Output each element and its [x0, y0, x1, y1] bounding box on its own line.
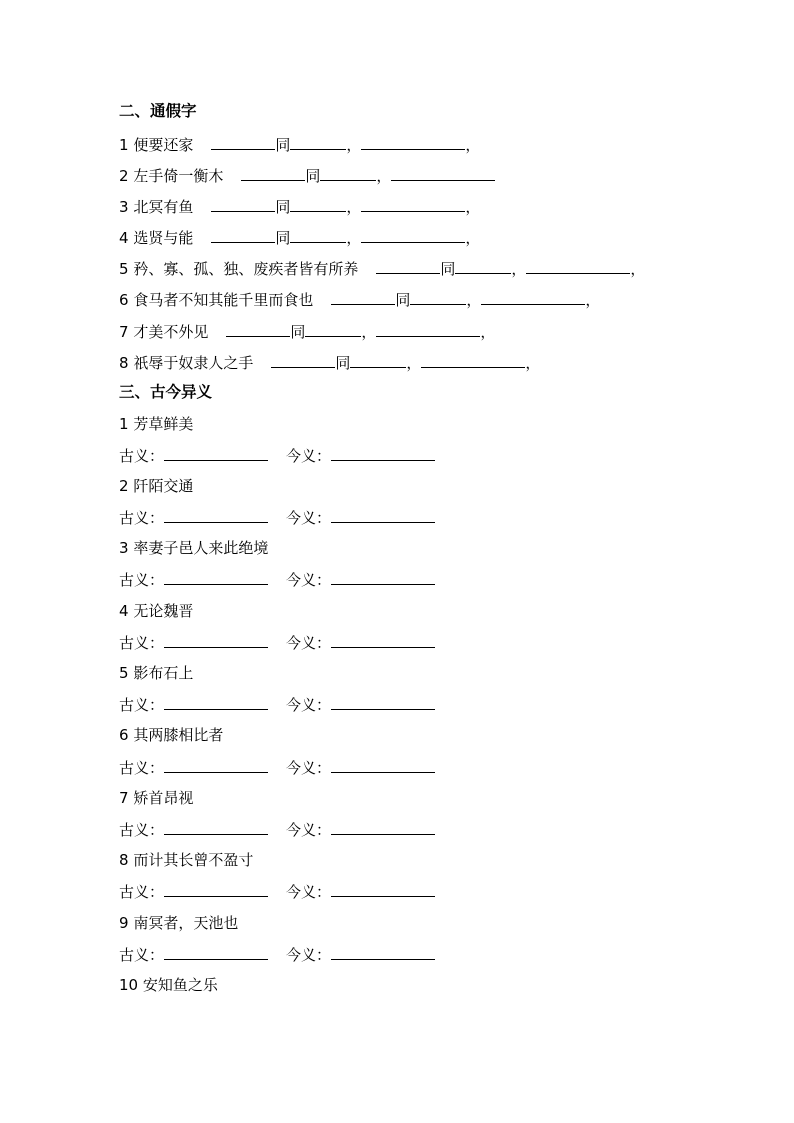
gujin-answer-row — [119, 880, 435, 902]
answer-blank-1[interactable] — [226, 320, 290, 337]
gujin-item — [119, 849, 253, 871]
item-end: ， — [525, 354, 541, 372]
item-end: ， — [465, 198, 481, 216]
answer-blank-3[interactable] — [481, 288, 585, 305]
comma: ， — [406, 354, 422, 372]
same-label: 同 — [395, 291, 411, 309]
answer-blank-1[interactable] — [211, 226, 275, 243]
gujin-item — [119, 787, 193, 809]
item-text: 食马者不知其能千里而食也 — [133, 291, 314, 309]
ancient-meaning-blank[interactable] — [164, 631, 268, 648]
modern-meaning-blank[interactable] — [331, 756, 435, 773]
ancient-meaning-label: 古义： — [119, 883, 165, 901]
comma: ， — [511, 260, 527, 278]
item-text: 影布石上 — [133, 664, 194, 682]
modern-meaning-label: 今义： — [286, 821, 332, 839]
gujin-item — [119, 662, 193, 684]
same-label: 同 — [440, 260, 456, 278]
gujin-answer-row — [119, 631, 435, 653]
modern-meaning-blank[interactable] — [331, 506, 435, 523]
comma: ， — [361, 323, 377, 341]
ancient-meaning-blank[interactable] — [164, 818, 268, 835]
answer-blank-3[interactable] — [361, 195, 465, 212]
ancient-meaning-blank[interactable] — [164, 444, 268, 461]
tongjia-item — [119, 288, 600, 310]
answer-blank-1[interactable] — [331, 288, 395, 305]
modern-meaning-label: 今义： — [286, 946, 332, 964]
gujin-answer-row — [119, 756, 435, 778]
tongjia-item — [119, 164, 495, 186]
tongjia-item — [119, 257, 645, 279]
ancient-meaning-label: 古义： — [119, 946, 165, 964]
ancient-meaning-label: 古义： — [119, 759, 165, 777]
item-number: 7 — [119, 323, 129, 341]
item-text: 安知鱼之乐 — [142, 976, 218, 994]
tongjia-item — [119, 320, 495, 342]
modern-meaning-label: 今义： — [286, 447, 332, 465]
answer-blank-3[interactable] — [526, 257, 630, 274]
modern-meaning-blank[interactable] — [331, 818, 435, 835]
comma: ， — [346, 136, 362, 154]
answer-blank-1[interactable] — [271, 351, 335, 368]
item-number: 8 — [119, 851, 129, 869]
answer-blank-2[interactable] — [290, 195, 346, 212]
answer-blank-1[interactable] — [211, 133, 275, 150]
modern-meaning-label: 今义： — [286, 634, 332, 652]
item-number: 2 — [119, 477, 129, 495]
gujin-answer-row — [119, 943, 435, 965]
tongjia-item — [119, 351, 540, 373]
ancient-meaning-label: 古义： — [119, 696, 165, 714]
item-text: 其两膝相比者 — [133, 726, 224, 744]
tongjia-item — [119, 226, 480, 248]
modern-meaning-blank[interactable] — [331, 943, 435, 960]
item-text: 矫首昂视 — [133, 789, 194, 807]
answer-blank-1[interactable] — [211, 195, 275, 212]
item-text: 北冥有鱼 — [133, 198, 194, 216]
item-number: 8 — [119, 354, 129, 372]
item-text: 率妻子邑人来此绝境 — [133, 539, 269, 557]
item-number: 10 — [119, 976, 139, 994]
same-label: 同 — [275, 136, 291, 154]
gujin-answer-row — [119, 568, 435, 590]
answer-blank-1[interactable] — [241, 164, 305, 181]
item-text: 左手倚一衡木 — [133, 167, 224, 185]
ancient-meaning-blank[interactable] — [164, 568, 268, 585]
item-end: ， — [465, 136, 481, 154]
gujin-answer-row — [119, 693, 435, 715]
ancient-meaning-label: 古义： — [119, 509, 165, 527]
section-heading-gujinyiyi: 三、古今异义 — [119, 383, 213, 401]
item-end: ， — [465, 229, 481, 247]
gujin-item — [119, 974, 218, 996]
item-text: 矜、寡、孤、独、废疾者皆有所养 — [133, 260, 359, 278]
answer-blank-3[interactable] — [391, 164, 495, 181]
gujin-item — [119, 413, 193, 435]
modern-meaning-blank[interactable] — [331, 444, 435, 461]
item-text: 选贤与能 — [133, 229, 194, 247]
item-number: 5 — [119, 664, 129, 682]
item-number: 2 — [119, 167, 129, 185]
item-end: ， — [585, 291, 601, 309]
item-text: 祇辱于奴隶人之手 — [133, 354, 254, 372]
item-text: 阡陌交通 — [133, 477, 194, 495]
answer-blank-2[interactable] — [305, 320, 361, 337]
modern-meaning-blank[interactable] — [331, 631, 435, 648]
gujin-item — [119, 912, 238, 934]
answer-blank-2[interactable] — [350, 351, 406, 368]
item-text: 才美不外见 — [133, 323, 209, 341]
ancient-meaning-label: 古义： — [119, 571, 165, 589]
ancient-meaning-label: 古义： — [119, 821, 165, 839]
ancient-meaning-label: 古义： — [119, 634, 165, 652]
ancient-meaning-blank[interactable] — [164, 506, 268, 523]
item-end: ， — [630, 260, 646, 278]
gujin-answer-row — [119, 444, 435, 466]
same-label: 同 — [335, 354, 351, 372]
same-label: 同 — [290, 323, 306, 341]
gujin-item — [119, 537, 268, 559]
item-number: 6 — [119, 726, 129, 744]
item-text: 而计其长曾不盈寸 — [133, 851, 254, 869]
modern-meaning-label: 今义： — [286, 883, 332, 901]
modern-meaning-blank[interactable] — [331, 693, 435, 710]
section-heading-tongjiazi: 二、通假字 — [119, 102, 197, 120]
modern-meaning-label: 今义： — [286, 571, 332, 589]
modern-meaning-blank[interactable] — [331, 880, 435, 897]
comma: ， — [466, 291, 482, 309]
answer-blank-2[interactable] — [410, 288, 466, 305]
answer-blank-2[interactable] — [290, 133, 346, 150]
item-text: 南冥者，天池也 — [133, 914, 239, 932]
ancient-meaning-blank[interactable] — [164, 880, 268, 897]
answer-blank-3[interactable] — [361, 133, 465, 150]
gujin-item — [119, 724, 223, 746]
item-number: 4 — [119, 602, 129, 620]
gujin-answer-row — [119, 818, 435, 840]
item-number: 1 — [119, 415, 129, 433]
gujin-answer-row — [119, 506, 435, 528]
modern-meaning-label: 今义： — [286, 509, 332, 527]
gujin-item — [119, 475, 193, 497]
comma: ， — [346, 198, 362, 216]
item-number: 7 — [119, 789, 129, 807]
ancient-meaning-blank[interactable] — [164, 693, 268, 710]
item-number: 9 — [119, 914, 129, 932]
item-text: 无论魏晋 — [133, 602, 194, 620]
answer-blank-2[interactable] — [455, 257, 511, 274]
item-text: 芳草鲜美 — [133, 415, 194, 433]
ancient-meaning-label: 古义： — [119, 447, 165, 465]
item-number: 5 — [119, 260, 129, 278]
answer-blank-3[interactable] — [421, 351, 525, 368]
modern-meaning-label: 今义： — [286, 759, 332, 777]
answer-blank-3[interactable] — [361, 226, 465, 243]
answer-blank-3[interactable] — [376, 320, 480, 337]
item-number: 1 — [119, 136, 129, 154]
item-number: 4 — [119, 229, 129, 247]
comma: ， — [346, 229, 362, 247]
item-text: 便要还家 — [133, 136, 194, 154]
item-number: 3 — [119, 198, 129, 216]
modern-meaning-label: 今义： — [286, 696, 332, 714]
gujin-item — [119, 600, 193, 622]
answer-blank-1[interactable] — [376, 257, 440, 274]
item-number: 3 — [119, 539, 129, 557]
same-label: 同 — [305, 167, 321, 185]
tongjia-item — [119, 195, 480, 217]
modern-meaning-blank[interactable] — [331, 568, 435, 585]
ancient-meaning-blank[interactable] — [164, 943, 268, 960]
item-end: ， — [480, 323, 496, 341]
comma: ， — [376, 167, 392, 185]
answer-blank-2[interactable] — [320, 164, 376, 181]
answer-blank-2[interactable] — [290, 226, 346, 243]
same-label: 同 — [275, 229, 291, 247]
ancient-meaning-blank[interactable] — [164, 756, 268, 773]
same-label: 同 — [275, 198, 291, 216]
tongjia-item — [119, 133, 480, 155]
item-number: 6 — [119, 291, 129, 309]
